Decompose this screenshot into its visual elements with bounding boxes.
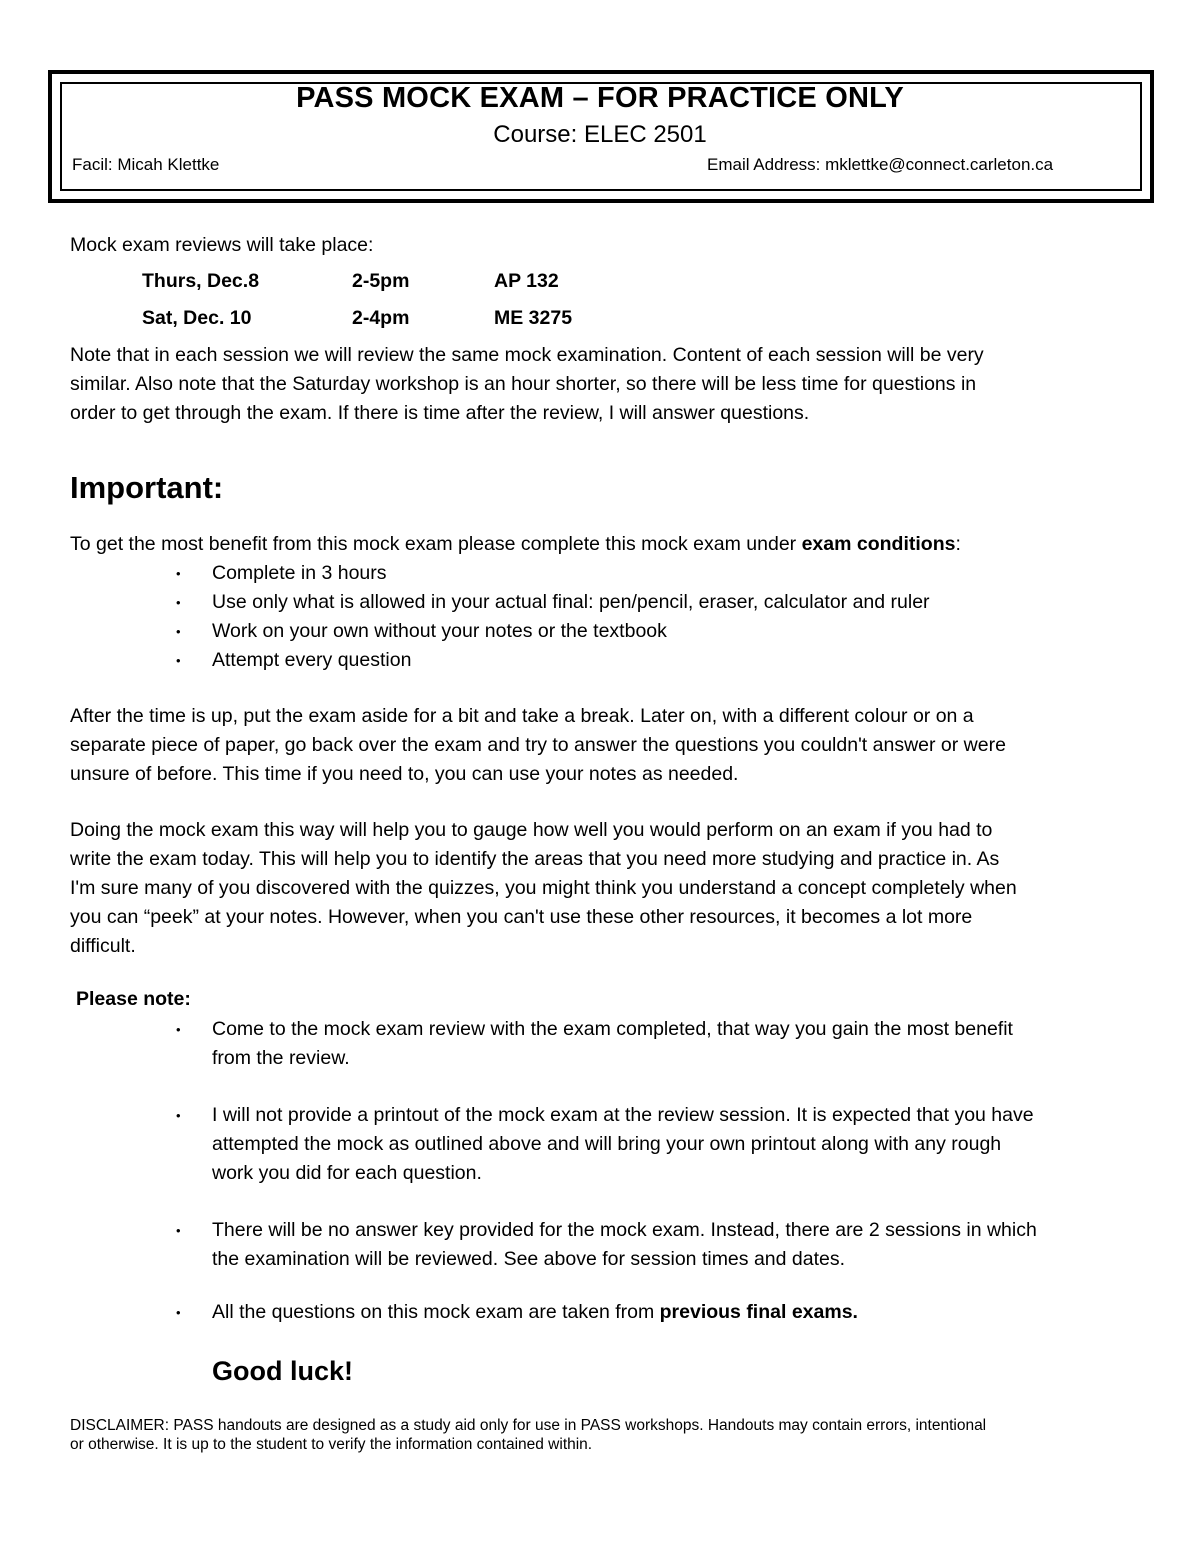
bullet-icon: • <box>176 624 181 639</box>
paragraph-line: you can “peek” at your notes. However, when you can't use these other resources, it becomes a lot more <box>70 906 973 928</box>
condition-item: Use only what is allowed in your actual final: pen/pencil, eraser, calculator and ruler <box>212 591 930 613</box>
paragraph-line: After the time is up, put the exam aside for a bit and take a break. Later on, with a different colour or on a <box>70 705 974 727</box>
course-label: Course: ELEC 2501 <box>493 121 707 148</box>
bullet-icon: • <box>176 595 181 610</box>
note-item <box>212 1216 1142 1274</box>
paragraph-line: similar. Also note that the Saturday workshop is an hour shorter, so there will be less time for questions in <box>70 373 977 395</box>
bullet-icon: • <box>176 1223 181 1238</box>
item-line: work you did for each question. <box>212 1162 482 1184</box>
note-item <box>212 1015 1142 1073</box>
session-room: ME 3275 <box>494 307 573 329</box>
paragraph-line: order to get through the exam. If there is time after the review, I will answer questions. <box>70 402 810 424</box>
facilitator-label: Facil: Micah Klettke <box>72 155 220 174</box>
bullet-icon: • <box>176 1108 181 1123</box>
paragraph-line: write the exam today. This will help you to identify the areas that you need more studying and practice in. As <box>70 848 1000 870</box>
session-time: 2-5pm <box>352 270 410 292</box>
doing-paragraph <box>70 816 1140 961</box>
disclaimer <box>70 1416 1140 1454</box>
item-text: All the questions on this mock exam are taken from <box>212 1301 660 1323</box>
document-title: PASS MOCK EXAM – FOR PRACTICE ONLY <box>296 82 904 114</box>
bullet-icon: • <box>176 1022 181 1037</box>
paragraph-line: Doing the mock exam this way will help you to gauge how well you would perform on an exam if you had to <box>70 819 993 841</box>
good-luck-heading: Good luck! <box>212 1356 353 1386</box>
lead-text: To get the most benefit from this mock exam please complete this mock exam under <box>70 533 802 555</box>
item-line: attempted the mock as outlined above and will bring your own printout along with any rough <box>212 1133 1002 1155</box>
condition-item: Work on your own without your notes or the textbook <box>212 620 667 642</box>
please-note-heading: Please note: <box>76 988 191 1010</box>
item-line: There will be no answer key provided for the mock exam. Instead, there are 2 sessions in which <box>212 1219 1037 1241</box>
paragraph-line: unsure of before. This time if you need to, you can use your notes as needed. <box>70 763 739 785</box>
session-note-paragraph <box>70 341 1140 428</box>
bullet-icon: • <box>176 1305 181 1320</box>
lead-colon: : <box>955 533 961 555</box>
after-paragraph <box>70 702 1140 789</box>
paragraph-line: difficult. <box>70 935 136 957</box>
note-item <box>212 1101 1142 1188</box>
important-heading: Important: <box>70 470 224 505</box>
paragraph-line: Note that in each session we will review the same mock examination. Content of each session will be very <box>70 344 984 366</box>
item-bold-text: previous final exams. <box>659 1301 858 1323</box>
item-line: the examination will be reviewed. See above for session times and dates. <box>212 1248 846 1270</box>
disclaimer-line: or otherwise. It is up to the student to verify the information contained within. <box>70 1436 593 1453</box>
lead-bold-text: exam conditions <box>801 533 956 555</box>
item-line: I will not provide a printout of the mock exam at the review session. It is expected that you have <box>212 1104 1034 1126</box>
session-time: 2-4pm <box>352 307 410 329</box>
intro-text: Mock exam reviews will take place: <box>70 234 374 256</box>
session-room: AP 132 <box>494 270 559 292</box>
bullet-icon: • <box>176 653 181 668</box>
item-line: from the review. <box>212 1047 350 1069</box>
item-line: Come to the mock exam review with the exam completed, that way you gain the most benefit <box>212 1018 1013 1040</box>
paragraph-line: I'm sure many of you discovered with the quizzes, you might think you understand a concept completely when <box>70 877 1017 899</box>
paragraph-line: separate piece of paper, go back over the exam and try to answer the questions you couldn't answer or were <box>70 734 1006 756</box>
session-day: Thurs, Dec.8 <box>142 270 260 292</box>
important-lead <box>70 530 961 559</box>
condition-item: Complete in 3 hours <box>212 562 387 584</box>
condition-item: Attempt every question <box>212 649 412 671</box>
session-day: Sat, Dec. 10 <box>142 307 252 329</box>
disclaimer-line: DISCLAIMER: PASS handouts are designed as a study aid only for use in PASS workshops. Handouts may contain errors, intentional <box>70 1417 987 1434</box>
email-label: Email Address: mklettke@connect.carleton.ca <box>707 155 1054 174</box>
bullet-icon: • <box>176 566 181 581</box>
note-item <box>212 1298 1142 1327</box>
